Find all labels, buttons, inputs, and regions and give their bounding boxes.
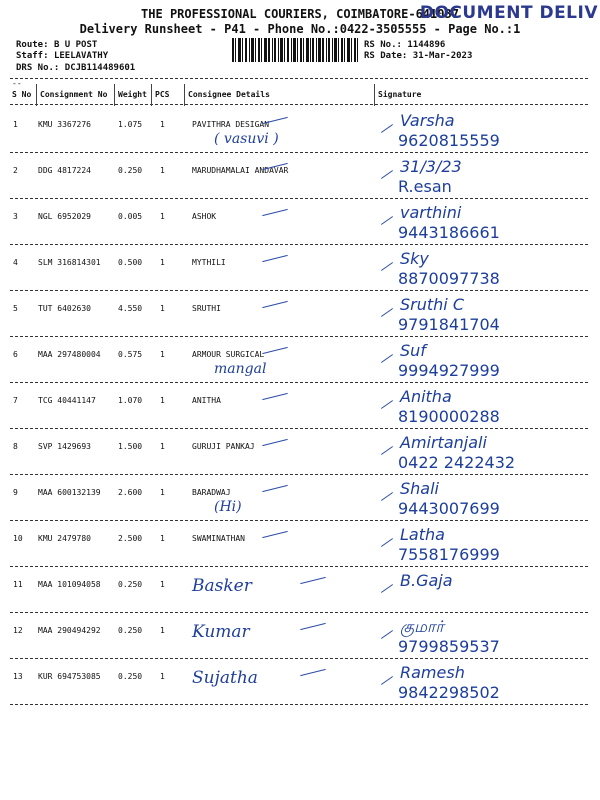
- row-signature-phone: 9842298502: [398, 683, 500, 702]
- row-consignee: PAVITHRA DESIGAN: [192, 120, 270, 129]
- row-divider: [10, 704, 588, 705]
- row-consignment: MAA 101094058: [38, 580, 101, 589]
- row-weight: 1.075: [118, 120, 143, 129]
- dash-marks: --: [12, 79, 22, 88]
- row-sno: 10: [13, 534, 23, 543]
- row-divider: [10, 198, 588, 199]
- row-tick-mark: [262, 393, 287, 400]
- rs-date-label: RS Date:: [364, 51, 408, 61]
- row-signature-name: 31/3/23: [400, 157, 462, 176]
- row-consignment: TCG 40441147: [38, 396, 96, 405]
- row-signature-name: Suf: [400, 341, 426, 360]
- row-consignment: SLM 316814301: [38, 258, 101, 267]
- row-pcs: 1: [160, 120, 165, 129]
- route-line: [16, 40, 97, 50]
- rs-date-value: 31-Mar-2023: [412, 51, 473, 61]
- row-weight: 0.500: [118, 258, 143, 267]
- row-pcs: 1: [160, 304, 165, 313]
- row-divider: [10, 658, 588, 659]
- row-weight: 2.500: [118, 534, 143, 543]
- signature-tick-mark: [381, 400, 393, 409]
- row-pcs: 1: [160, 442, 165, 451]
- row-consignee: SRUTHI: [192, 304, 221, 313]
- row-signature-name: Anitha: [400, 387, 452, 406]
- row-divider: [10, 382, 588, 383]
- row-signature-name: குமார்: [400, 617, 444, 636]
- row-divider: [10, 474, 588, 475]
- signature-tick-mark: [381, 308, 393, 317]
- row-consignee: GURUJI PANKAJ: [192, 442, 255, 451]
- row-divider: [10, 290, 588, 291]
- row-pcs: 1: [160, 258, 165, 267]
- signature-tick-mark: [381, 170, 393, 179]
- row-tick-mark: [300, 623, 325, 630]
- row-handwritten-note: ( vasuvi ): [214, 131, 279, 147]
- col-separator: [184, 84, 185, 106]
- rs-no-line: [364, 40, 445, 50]
- row-signature-name: Amirtanjali: [400, 433, 487, 452]
- header-divider: [10, 78, 588, 79]
- row-consignment: KUR 694753085: [38, 672, 101, 681]
- row-sno: 6: [13, 350, 18, 359]
- row-consignee: ANITHA: [192, 396, 221, 405]
- row-weight: 0.250: [118, 580, 143, 589]
- row-consignment: DDG 4817224: [38, 166, 91, 175]
- drs-value: DCJB114489601: [64, 63, 136, 73]
- row-pcs: 1: [160, 350, 165, 359]
- row-consignee: ASHOK: [192, 212, 217, 221]
- row-tick-mark: [262, 485, 287, 492]
- row-signature-phone: R.esan: [398, 177, 452, 196]
- row-divider: [10, 152, 588, 153]
- row-pcs: 1: [160, 672, 165, 681]
- row-divider: [10, 336, 588, 337]
- row-signature-name: Sky: [400, 249, 429, 268]
- row-pcs: 1: [160, 580, 165, 589]
- row-sno: 8: [13, 442, 18, 451]
- row-pcs: 1: [160, 166, 165, 175]
- row-handwritten-note: mangal: [214, 361, 267, 377]
- row-weight: 0.250: [118, 672, 143, 681]
- signature-tick-mark: [381, 216, 393, 225]
- row-signature-name: Ramesh: [400, 663, 465, 682]
- row-signature-phone: 7558176999: [398, 545, 500, 564]
- row-consignment: MAA 600132139: [38, 488, 101, 497]
- staff-value: LEELAVATHY: [53, 51, 109, 61]
- drs-line: [16, 63, 135, 73]
- row-signature-phone: 9799859537: [398, 637, 500, 656]
- row-tick-mark: [300, 577, 325, 584]
- row-consignee: ARMOUR SURGICAL: [192, 350, 265, 359]
- row-signature-phone: 9443007699: [398, 499, 500, 518]
- row-tick-mark: [262, 209, 287, 216]
- row-pcs: 1: [160, 396, 165, 405]
- row-handwritten-consignee: Sujatha: [192, 668, 258, 688]
- row-sno: 9: [13, 488, 18, 497]
- runsheet-title: Delivery Runsheet - P41 - Phone No.:0422-3505555 - Page No.:1: [79, 22, 521, 36]
- row-signature-phone: 0422 2422432: [398, 453, 516, 472]
- row-consignment: NGL 6952029: [38, 212, 91, 221]
- signature-tick-mark: [381, 676, 393, 685]
- col-sno: S No: [12, 90, 32, 99]
- row-consignment: KMU 2479780: [38, 534, 91, 543]
- row-handwritten-consignee: Basker: [192, 576, 252, 596]
- signature-tick-mark: [381, 584, 393, 593]
- row-tick-mark: [300, 669, 325, 676]
- row-weight: 1.500: [118, 442, 143, 451]
- row-tick-mark: [262, 531, 287, 538]
- row-signature-phone: 9443186661: [398, 223, 500, 242]
- row-sno: 11: [13, 580, 23, 589]
- row-weight: 1.070: [118, 396, 143, 405]
- row-sno: 13: [13, 672, 23, 681]
- row-weight: 0.250: [118, 626, 143, 635]
- row-consignee: MARUDHAMALAI ANDAVAR: [192, 166, 289, 175]
- row-handwritten-note: (Hi): [214, 499, 242, 515]
- row-sno: 5: [13, 304, 18, 313]
- company-title: THE PROFESSIONAL COURIERS, COIMBATORE-641037: [141, 7, 459, 21]
- col-consignment: Consignment No: [40, 90, 108, 99]
- row-signature-name: B.Gaja: [400, 571, 453, 590]
- col-signature: Signature: [378, 90, 422, 99]
- row-weight: 0.005: [118, 212, 143, 221]
- row-signature-name: Latha: [400, 525, 445, 544]
- row-tick-mark: [262, 439, 287, 446]
- row-signature-phone: 9620815559: [398, 131, 500, 150]
- row-signature-phone: 9994927999: [398, 361, 500, 380]
- row-sno: 2: [13, 166, 18, 175]
- row-consignee: MYTHILI: [192, 258, 226, 267]
- signature-tick-mark: [381, 124, 393, 133]
- signature-tick-mark: [381, 446, 393, 455]
- signature-tick-mark: [381, 262, 393, 271]
- col-pcs: PCS: [155, 90, 170, 99]
- signature-tick-mark: [381, 538, 393, 547]
- signature-tick-mark: [381, 492, 393, 501]
- drs-label: DRS No.:: [16, 63, 60, 73]
- row-consignment: MAA 297480004: [38, 350, 101, 359]
- row-consignment: SVP 1429693: [38, 442, 91, 451]
- row-signature-phone: 9791841704: [398, 315, 500, 334]
- row-signature-name: Shali: [400, 479, 439, 498]
- col-weight: Weight: [118, 90, 147, 99]
- row-divider: [10, 520, 588, 521]
- row-signature-name: Varsha: [400, 111, 455, 130]
- row-consignee: SWAMINATHAN: [192, 534, 245, 543]
- row-divider: [10, 612, 588, 613]
- row-tick-mark: [262, 347, 287, 354]
- row-handwritten-consignee: Kumar: [192, 622, 250, 642]
- document-delivery-stamp: DOCUMENT DELIV: [419, 3, 598, 23]
- row-signature-name: varthini: [400, 203, 462, 222]
- row-sno: 7: [13, 396, 18, 405]
- row-sno: 4: [13, 258, 18, 267]
- row-consignee: BARADWAJ: [192, 488, 231, 497]
- row-signature-phone: 8870097738: [398, 269, 500, 288]
- row-pcs: 1: [160, 488, 165, 497]
- route-value: B U POST: [53, 40, 98, 50]
- signature-tick-mark: [381, 630, 393, 639]
- col-separator: [374, 84, 375, 106]
- row-pcs: 1: [160, 626, 165, 635]
- row-divider: [10, 428, 588, 429]
- row-weight: 4.550: [118, 304, 143, 313]
- row-divider: [10, 244, 588, 245]
- row-sno: 1: [13, 120, 18, 129]
- row-pcs: 1: [160, 534, 165, 543]
- column-header-divider: [10, 104, 588, 105]
- row-pcs: 1: [160, 212, 165, 221]
- col-separator: [114, 84, 115, 106]
- rs-date-line: [364, 51, 472, 61]
- row-weight: 0.575: [118, 350, 143, 359]
- row-sno: 3: [13, 212, 18, 221]
- row-consignment: KMU 3367276: [38, 120, 91, 129]
- barcode: [232, 38, 358, 62]
- row-signature-name: Sruthi C: [400, 295, 464, 314]
- staff-label: Staff:: [16, 51, 49, 61]
- row-sno: 12: [13, 626, 23, 635]
- row-tick-mark: [262, 301, 287, 308]
- rs-no-label: RS No.:: [364, 40, 402, 50]
- row-weight: 2.600: [118, 488, 143, 497]
- row-consignment: TUT 6402630: [38, 304, 91, 313]
- row-tick-mark: [262, 255, 287, 262]
- col-separator: [36, 84, 37, 106]
- staff-line: [16, 51, 108, 61]
- row-consignment: MAA 290494292: [38, 626, 101, 635]
- col-separator: [151, 84, 152, 106]
- rs-no-value: 1144896: [407, 40, 446, 50]
- row-divider: [10, 566, 588, 567]
- signature-tick-mark: [381, 354, 393, 363]
- row-weight: 0.250: [118, 166, 143, 175]
- row-signature-phone: 8190000288: [398, 407, 500, 426]
- col-consignee: Consignee Details: [188, 90, 270, 99]
- route-label: Route:: [16, 40, 49, 50]
